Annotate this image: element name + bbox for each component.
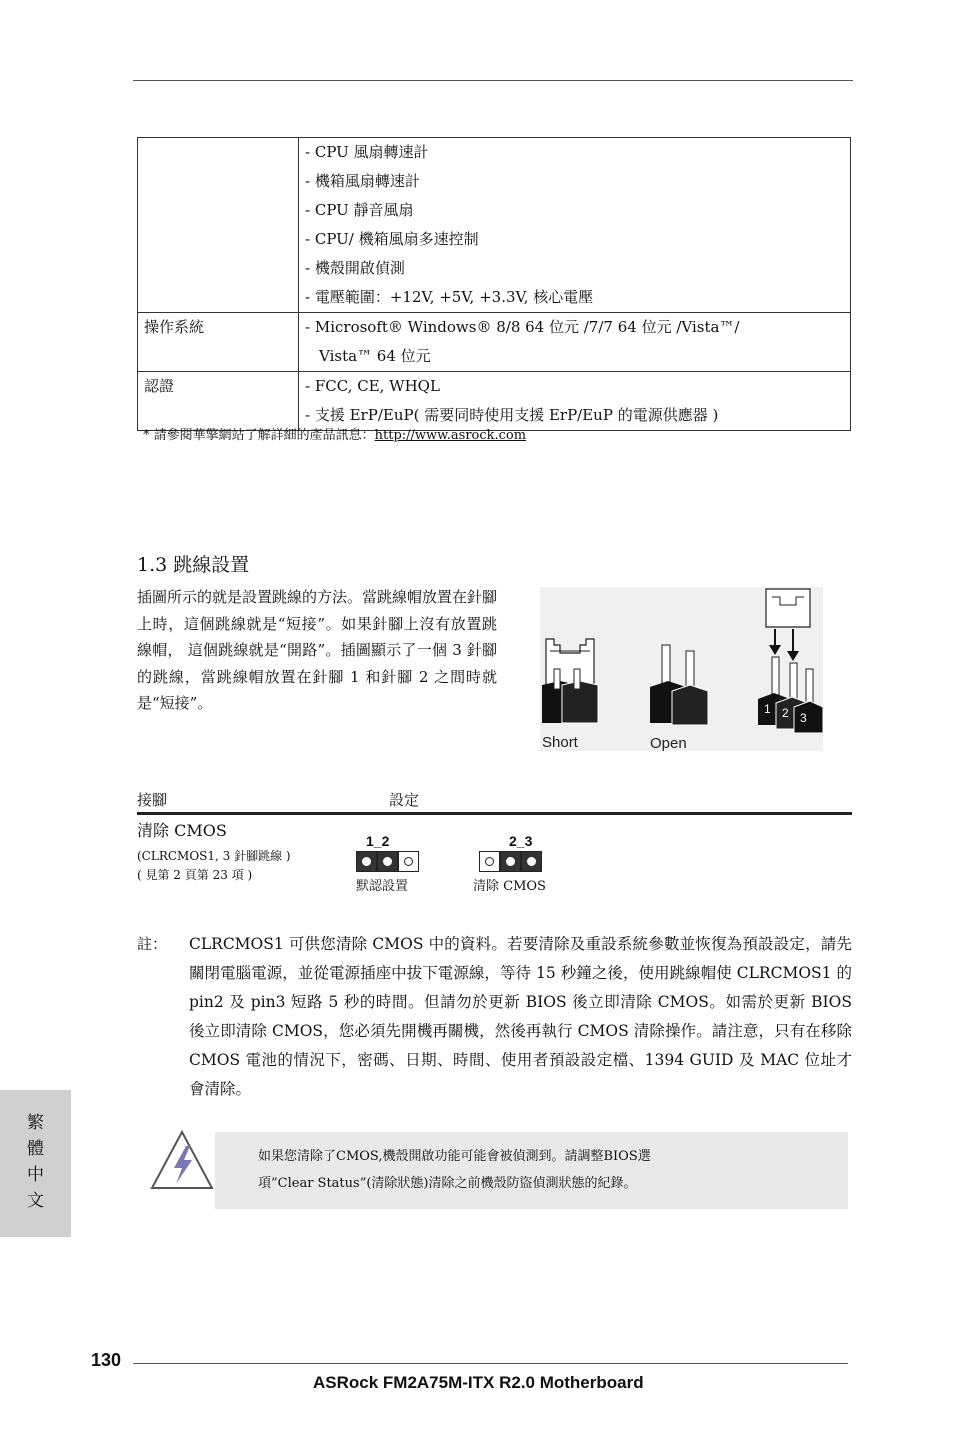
pin-shorted bbox=[500, 851, 521, 872]
footer-rule bbox=[133, 1363, 848, 1364]
spec-value bbox=[299, 372, 851, 431]
pin-open bbox=[398, 851, 419, 872]
table-rule bbox=[137, 812, 852, 815]
language-tab-char: 體 bbox=[27, 1139, 44, 1159]
jumper-illustration-svg bbox=[540, 587, 823, 751]
pin-shorted bbox=[521, 851, 542, 872]
spec-label-text: 認證 bbox=[144, 377, 175, 395]
spec-line: - 機箱風扇轉速計 bbox=[305, 172, 420, 190]
note-body: CLRCMOS1 可供您清除 CMOS 中的資料。若要清除及重設系統參數並恢復為預設設定，請先關閉電腦電源，並從電源插座中拔下電源線，等待 15 秒鐘之後，使用跳線帽使 CLRCMOS1 的 pin2 及 pin3 短路 5 秒的時間。但請勿於更新 BIOS 後立即清除 CMOS。如需於更新 BIOS 後立即清除 CMOS，您必須先開機再關機，然後再執行 CMOS 清除操作。請注意，只有在移除 CMOS 電池的情況下，密碼、日期、時間、使用者預設設定檔、1394 GUID 及 MAC 位址才會清除。 bbox=[189, 935, 852, 1098]
jumper-default-caption: 默認設置 bbox=[356, 879, 409, 894]
section-title: 1.3 跳線設置 bbox=[137, 554, 250, 576]
jumper-default bbox=[356, 833, 419, 894]
pin-label: 1 bbox=[764, 702, 771, 716]
spec-line: - CPU 風扇轉速計 bbox=[305, 143, 429, 161]
short-label: Short bbox=[542, 734, 578, 751]
jumper-default-pins bbox=[356, 851, 419, 872]
table-row bbox=[138, 138, 851, 313]
jumper-clear bbox=[473, 833, 546, 894]
jumper-default-label: 1_2 bbox=[366, 833, 390, 849]
spec-value bbox=[299, 138, 851, 313]
footnote bbox=[143, 424, 526, 443]
warning-box bbox=[215, 1132, 848, 1209]
spec-table bbox=[137, 137, 851, 431]
footer-model: ASRock FM2A75M-ITX R2.0 Motherboard bbox=[313, 1373, 644, 1392]
spec-line: - CPU 靜音風扇 bbox=[305, 201, 414, 219]
pin-open bbox=[479, 851, 500, 872]
pin-shorted bbox=[356, 851, 377, 872]
open-label: Open bbox=[650, 735, 687, 751]
spec-label-text: 操作系統 bbox=[144, 318, 205, 336]
language-tab-label bbox=[0, 1110, 71, 1214]
spec-line: - 電壓範圍：+12V, +5V, +3.3V, 核心電壓 bbox=[305, 288, 594, 306]
jumper-clear-label: 2_3 bbox=[509, 833, 533, 849]
jumper-illustration bbox=[540, 587, 823, 751]
language-tab bbox=[0, 1090, 71, 1237]
spec-label bbox=[138, 372, 299, 431]
language-tab-char: 繁 bbox=[27, 1113, 44, 1133]
spec-line: - CPU/ 機箱風扇多速控制 bbox=[305, 230, 479, 248]
spec-line: - FCC, CE, WHQL bbox=[305, 377, 440, 395]
warning-icon bbox=[148, 1128, 216, 1194]
section-paragraph: 插圖所示的就是設置跳線的方法。當跳線帽放置在針腳上時，這個跳線就是“短接”。如果針腳上沒有放置跳線帽， 這個跳線就是“開路”。插圖顯示了一個 3 針腳的跳線，當跳線帽放置在針腳 1 和針腳 2 之間時就是“短接”。 bbox=[137, 588, 498, 712]
open-jumper bbox=[650, 645, 708, 725]
clear-cmos-title: 清除 CMOS bbox=[137, 821, 227, 840]
jumper-clear-caption: 清除 CMOS bbox=[473, 879, 546, 894]
clear-cmos-reference: ( 見第 2 頁第 23 項 ) bbox=[137, 868, 253, 882]
spec-line: - 支援 ErP/EuP( 需要同時使用支援 ErP/EuP 的電源供應器 ) bbox=[305, 406, 719, 424]
spec-value bbox=[299, 313, 851, 372]
spec-label bbox=[138, 313, 299, 372]
page-number: 130 bbox=[91, 1350, 122, 1370]
warning-line-1: 如果您清除了CMOS,機殼開啟功能可能會被偵測到。請調整BIOS選 bbox=[258, 1149, 651, 1164]
website-link[interactable]: http://www.asrock.com bbox=[374, 428, 527, 443]
warning-line-2: 項”Clear Status”(清除狀態)清除之前機殼防盜偵測狀態的紀錄。 bbox=[258, 1176, 637, 1191]
spec-label bbox=[138, 138, 299, 313]
pin-label: 2 bbox=[782, 706, 789, 720]
clear-cmos-detail: (CLRCMOS1, 3 針腳跳線 ) bbox=[137, 849, 291, 863]
language-tab-char: 文 bbox=[27, 1191, 44, 1211]
spec-line: - 機殼開啟偵測 bbox=[305, 259, 405, 277]
short-jumper bbox=[542, 639, 598, 723]
header-rule bbox=[133, 80, 853, 81]
jumper-clear-pins bbox=[479, 851, 546, 872]
spec-line: - Microsoft® Windows® 8/8 64 位元 /7/7 64 位元 /Vista™/ bbox=[305, 318, 740, 336]
table-row bbox=[138, 313, 851, 372]
footnote-text: * 請參閱華擎網站了解詳細的產品訊息： bbox=[143, 428, 375, 443]
spec-line: Vista™ 64 位元 bbox=[319, 347, 431, 365]
column-header-pin: 接腳 bbox=[137, 791, 168, 809]
pin-shorted bbox=[377, 851, 398, 872]
column-header-setting: 設定 bbox=[389, 791, 420, 809]
note-label: 註： bbox=[137, 935, 168, 953]
language-tab-char: 中 bbox=[27, 1165, 44, 1185]
pin-label: 3 bbox=[800, 711, 807, 725]
table-row bbox=[138, 372, 851, 431]
